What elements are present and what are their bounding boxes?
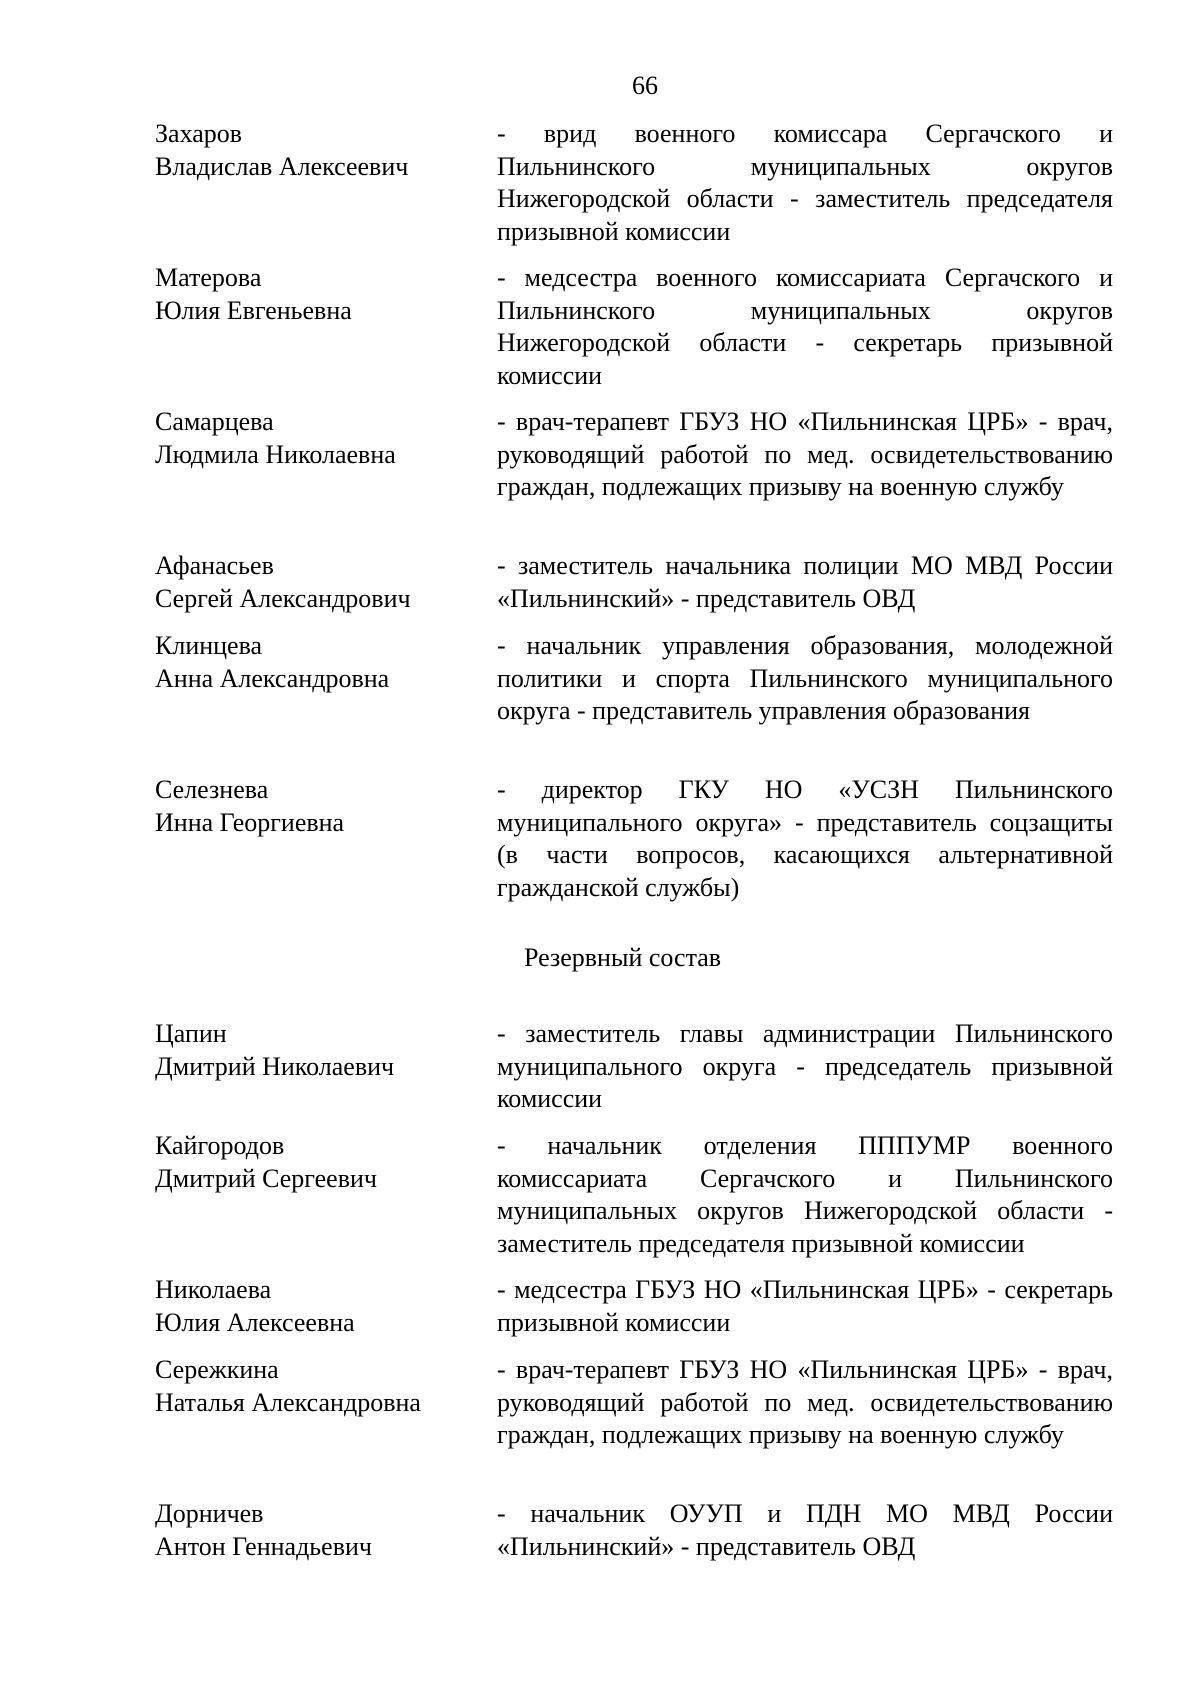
- member-name: [155, 1274, 485, 1339]
- member-given-names: Антон Геннадьевич: [155, 1531, 372, 1561]
- member-role: - врач-терапевт ГБУЗ НО «Пильнинская ЦРБ» - врач, руководящий работой по мед. освидетельствованию граждан, подлежащих призыву на военную службу: [497, 1355, 1113, 1449]
- member-name: [155, 1130, 485, 1195]
- member-name: [155, 118, 485, 183]
- member-name: [155, 630, 485, 695]
- member-surname: Кайгородов: [155, 1131, 285, 1160]
- member-surname: Захаров: [155, 119, 243, 148]
- member-role: - начальник управления образования, молодежной политики и спорта Пильнинского муниципального округа - представитель управления образования: [497, 631, 1113, 725]
- member-surname: Афанасьев: [155, 551, 274, 580]
- member-given-names: Дмитрий Сергеевич: [155, 1163, 377, 1193]
- member-surname: Матерова: [155, 263, 262, 292]
- member-surname: Николаева: [155, 1275, 272, 1304]
- member-given-names: Юлия Алексеевна: [155, 1307, 355, 1337]
- member-given-names: Наталья Александровна: [155, 1387, 421, 1417]
- member-role: - заместитель главы администрации Пильнинского муниципального округа - председатель призывной комиссии: [497, 1019, 1113, 1113]
- member-given-names: Сергей Александрович: [155, 583, 411, 613]
- member-given-names: Дмитрий Николаевич: [155, 1051, 395, 1081]
- member-name: [155, 550, 485, 615]
- member-surname: Самарцева: [155, 407, 274, 436]
- member-role: - заместитель начальника полиции МО МВД России «Пильнинский» - представитель ОВД: [497, 551, 1113, 613]
- member-surname: Селезнева: [155, 775, 269, 804]
- member-surname: Цапин: [155, 1019, 227, 1048]
- member-name: [155, 1354, 485, 1419]
- member-name: [155, 262, 485, 327]
- member-name: [155, 406, 485, 471]
- member-surname: Дорничев: [155, 1499, 264, 1528]
- member-given-names: Юлия Евгеньевна: [155, 295, 352, 325]
- member-role: - директор ГКУ НО «УСЗН Пильнинского муниципального округа» - представитель соцзащиты (в части вопросов, касающихся альтернативной гражданской службы): [497, 775, 1113, 902]
- member-name: [155, 774, 485, 839]
- member-surname: Сережкина: [155, 1355, 279, 1384]
- member-name: [155, 1498, 485, 1563]
- member-name: [155, 1018, 485, 1083]
- member-given-names: Анна Александровна: [155, 663, 390, 693]
- member-given-names: Людмила Николаевна: [155, 439, 396, 469]
- member-given-names: Владислав Алексеевич: [155, 151, 409, 181]
- member-role: - медсестра военного комиссариата Сергачского и Пильнинского муниципальных округов Нижегородской области - секретарь призывной комиссии: [497, 263, 1113, 390]
- member-given-names: Инна Георгиевна: [155, 807, 345, 837]
- member-surname: Клинцева: [155, 631, 263, 660]
- member-role: - врид военного комиссара Сергачского и Пильнинского муниципальных округов Нижегородской области - заместитель председателя призывной комиссии: [497, 119, 1113, 246]
- page-number: 66: [632, 71, 658, 100]
- member-role: - медсестра ГБУЗ НО «Пильнинская ЦРБ» - секретарь призывной комиссии: [497, 1275, 1113, 1337]
- member-role: - начальник ОУУП и ПДН МО МВД России «Пильнинский» - представитель ОВД: [497, 1499, 1113, 1561]
- member-role: - начальник отделения ПППУМР военного комиссариата Сергачского и Пильнинского муниципальных округов Нижегородской области - заместитель председателя призывной комиссии: [497, 1131, 1113, 1258]
- section-title-reserve: Резервный состав: [524, 943, 722, 972]
- member-role: - врач-терапевт ГБУЗ НО «Пильнинская ЦРБ» - врач, руководящий работой по мед. освидетельствованию граждан, подлежащих призыву на военную службу: [497, 407, 1113, 501]
